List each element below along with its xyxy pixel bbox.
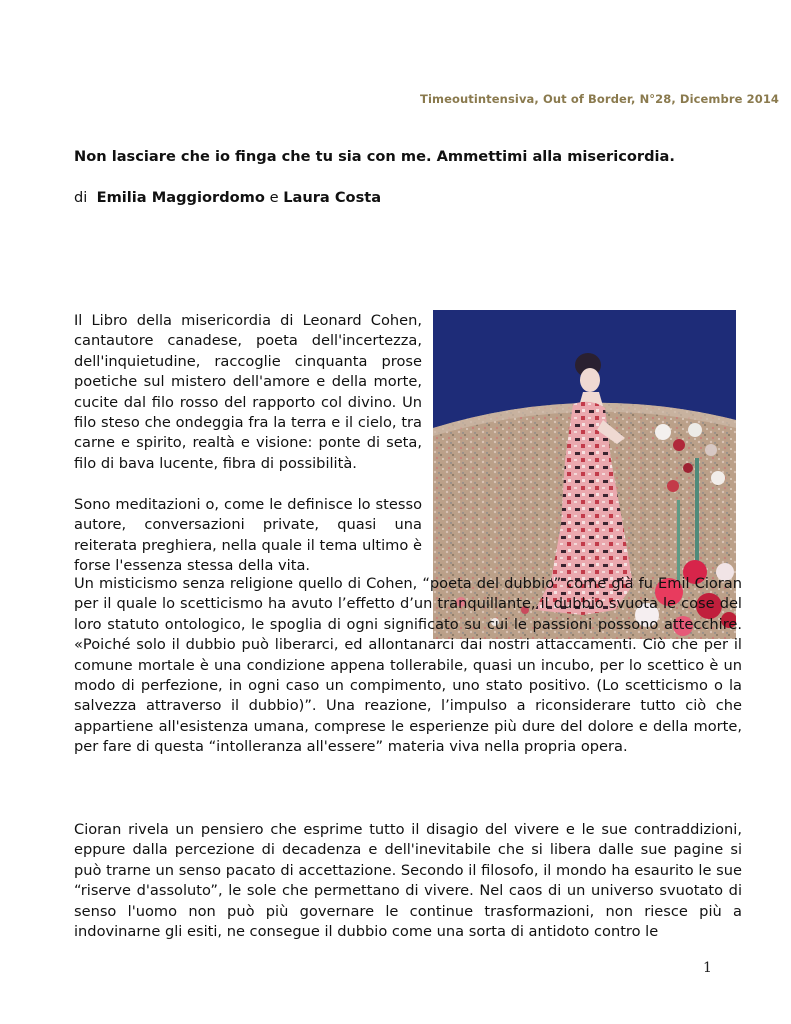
paragraph: Il Libro della misericordia di Leonard Cohen, cantautore canadese, poeta dell'incertezza, dell'inquietudine, raccoglie cinquanta prose poetiche sul mistero dell'amore e della morte, cucite dal filo rosso del rapporto col divino. Un filo steso che ondeggia fra la terra e il cielo, tra carne e spirito, realtà e visione: ponte di seta, filo di bava lucente, fibra di possibilità. — [74, 312, 422, 472]
publication-header: Timeoutintensiva, Out of Border, N°28, Dicembre 2014 — [420, 92, 780, 106]
author-name: Laura Costa — [283, 189, 382, 206]
byline-prefix: di — [74, 189, 88, 206]
article-title: Non lasciare che io finga che tu sia con me. Ammettimi alla misericordia. — [74, 148, 675, 165]
page-number: 1 — [703, 960, 712, 976]
byline — [74, 189, 381, 206]
byline-conjunction: e — [269, 189, 279, 206]
author-name: Emilia Maggiordomo — [96, 189, 265, 206]
paragraph: Cioran rivela un pensiero che esprime tutto il disagio del vivere e le sue contraddizioni, eppure dalla percezione di decadenza e dell'inevitabile che si libera dalle sue pagine si può trarne un senso pacato di accettazione. Secondo il filosofo, il mondo ha esaurito le sue “riserve d'assoluto”, le sole che permettano di vivere. Nel caos di un universo svuotato di senso l'uomo non può più governare le continue trasformazioni, non riesce più a indovinarne gli esiti, ne consegue il dubbio come una sorta di antidoto contro le — [74, 821, 742, 941]
paragraph: Un misticismo senza religione quello di Cohen, “poeta del dubbio” come già fu Emil Cioran per il quale lo scetticismo ha avuto l’effetto d’un tranquillante, il dubbio svuota le cose del loro statuto ontologico, le spoglia di ogni significato su cui le passioni possono attecchire. «Poiché solo il dubbio può liberarci, ed allontanarci dai nostri attaccamenti. Ciò che per il comune mortale è una condizione appena tollerabile, quasi un incubo, per lo scettico è un modo di perfezione, in ogni caso un compimento, uno stato positivo. (Lo scetticismo o la salvezza attraverso il dubbio)”. Una reazione, l’impulso a riconsiderare tutto ciò che appartiene all'esistenza umana, comprese le esperienze più dure del dolore e della morte, per fare di questa “intolleranza all'essere” materia viva nella propria opera. — [74, 575, 742, 756]
paragraph: Sono meditazioni o, come le definisce lo stesso autore, conversazioni private, quasi una reiterata preghiera, nella quale il tema ultimo è forse l'essenza stessa della vita. — [74, 496, 422, 575]
